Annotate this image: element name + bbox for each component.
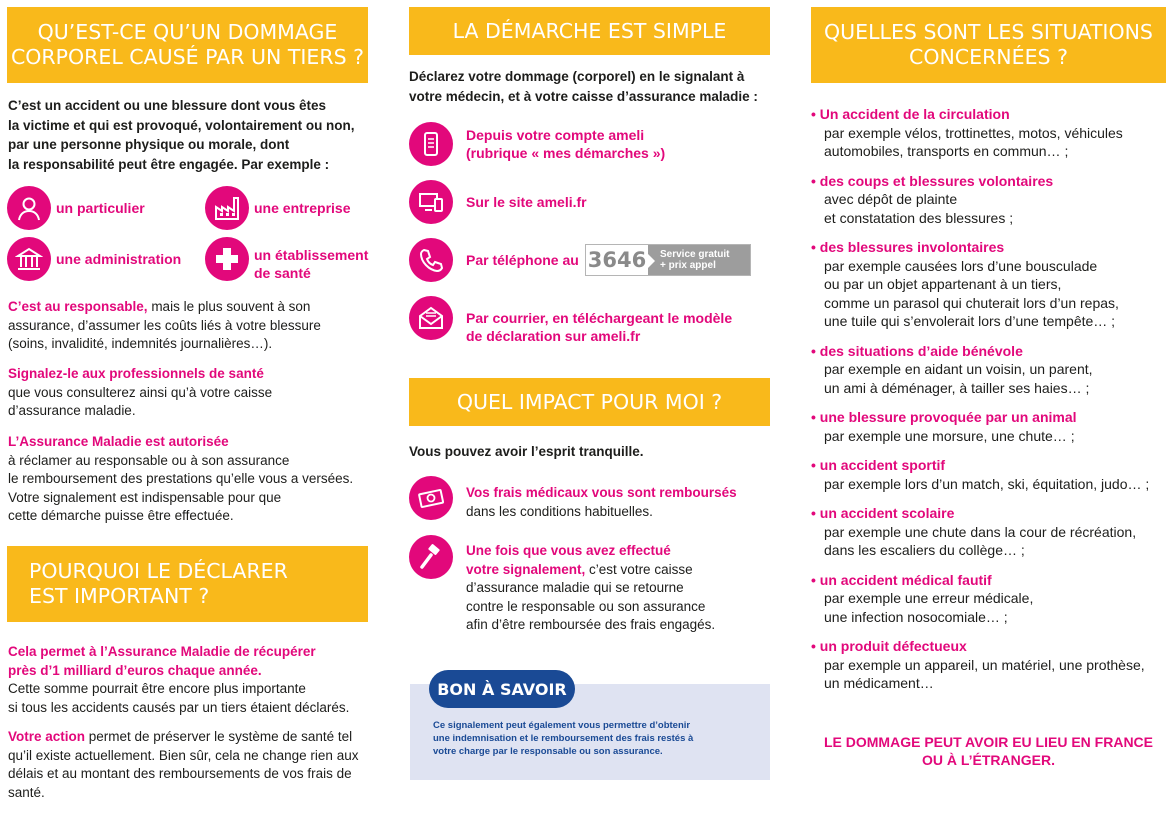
title-line: POURQUOI LE DÉCLARER xyxy=(29,559,288,584)
good-to-know-title: BON À SAVOIR xyxy=(429,670,575,708)
why-paragraph: Cela permet à l’Assurance Maladie de récupérer près d’1 milliard d’euros chaque année. Cette somme pourrait être encore plus importante si tous les accidents causés par un tiers étaient déclarés. xyxy=(8,644,350,715)
section-title-situations xyxy=(811,7,1166,83)
title-line: CORPOREL CAUSÉ PAR UN TIERS ? xyxy=(10,45,364,69)
section-title-definition xyxy=(7,7,368,83)
list-item: • Un accident de la circulation par exemple vélos, trottinettes, motos, véhicules automobiles, transports en commun… ; xyxy=(811,105,1166,161)
list-item: • des coups et blessures volontaires avec dépôt de plainte et constatation des blessures ; xyxy=(811,172,1166,228)
list-item: • un produit défectueux par exemple un appareil, un matériel, une prothèse, un médicament… xyxy=(811,637,1166,693)
list-item: • une blessure provoquée par un animal par exemple une morsure, une chute… ; xyxy=(811,408,1166,445)
building-icon xyxy=(7,237,51,281)
devices-icon xyxy=(409,180,453,224)
phone-pricing-label: Service gratuit + prix appel xyxy=(648,245,750,275)
definition-intro: C’est un accident ou une blessure dont vous êtes la victime et qui est provoqué, volontairement ou non, par une personne physique ou morale, dont la responsabilité peut être engagée. Par exemple : xyxy=(8,98,355,172)
signal-paragraph: Signalez-le aux professionnels de santé que vous consulterez ainsi qu’à votre caisse d’assurance maladie. xyxy=(8,366,273,418)
method-ameli-account: Depuis votre compte ameli (rubrique « mes démarches ») xyxy=(466,127,666,161)
example-label-particulier: un particulier xyxy=(56,200,145,216)
envelope-icon xyxy=(409,296,453,340)
authorized-paragraph: L’Assurance Maladie est autorisée à réclamer au responsable ou à son assurance le remboursement des prestations qu’elle vous a versées. Votre signalement est indispensable pour que cette démarche puisse être effectuée. xyxy=(8,434,354,523)
example-label-administration: une administration xyxy=(56,251,182,267)
example-label-etablissement: un établissement de santé xyxy=(254,247,369,281)
method-phone: Par téléphone au xyxy=(466,252,579,268)
impact-intro: Vous pouvez avoir l’esprit tranquille. xyxy=(409,444,644,459)
list-item: • des situations d’aide bénévole par exemple en aidant un voisin, un parent, un ami à déménager, à tailler ses haies… ; xyxy=(811,342,1166,398)
person-icon xyxy=(7,186,51,230)
procedure-intro: Déclarez votre dommage (corporel) en le signalant à votre médecin, et à votre caisse d’assurance maladie : xyxy=(409,69,758,104)
title-line: QUELLES SONT LES SITUATIONS xyxy=(824,20,1153,45)
method-mail: Par courrier, en téléchargeant le modèle de déclaration sur ameli.fr xyxy=(466,310,733,344)
smartphone-icon xyxy=(409,122,453,166)
responsible-paragraph: C’est au responsable, mais le plus souvent à son assurance, d’assumer les coûts liés à votre blessure (soins, invalidité, indemnités journalières…). xyxy=(8,299,321,351)
impact-recourse: Une fois que vous avez effectué votre signalement, c’est votre caisse d’assurance maladie qui se retourne contre le responsable ou son assurance afin d’être remboursée des frais engagés. xyxy=(466,543,716,632)
good-to-know-text: Ce signalement peut également vous permettre d’obtenir une indemnisation et le remboursement des frais restés à votre charge par le responsable ou son assurance. xyxy=(433,720,694,757)
section-title-procedure: LA DÉMARCHE EST SIMPLE xyxy=(409,7,770,55)
factory-icon xyxy=(205,186,249,230)
method-website: Sur le site ameli.fr xyxy=(466,194,587,210)
phone-number[interactable]: 3646 xyxy=(586,245,648,275)
money-icon xyxy=(409,476,453,520)
section-title-impact: QUEL IMPACT POUR MOI ? xyxy=(409,378,770,426)
title-line: CONCERNÉES ? xyxy=(909,45,1068,69)
medical-cross-icon xyxy=(205,237,249,281)
action-paragraph: Votre action permet de préserver le système de santé tel qu’il existe actuellement. Bien sûr, cela ne change rien aux délais et au montant des remboursements de vos frais de santé. xyxy=(8,729,359,800)
list-item: • des blessures involontaires par exemple causées lors d’une bousculade ou par un objet appartenant à un tiers, comme un parasol qui chuterait lors d’un repas, une tuile qui s’envolerait lors d’une tempête… ; xyxy=(811,238,1166,331)
phone-number-box[interactable] xyxy=(585,244,751,276)
situations-list xyxy=(811,105,1166,704)
impact-reimbursed: Vos frais médicaux vous sont remboursés dans les conditions habituelles. xyxy=(466,485,737,519)
list-item: • un accident médical fautif par exemple une erreur médicale, une infection nosocomiale… ; xyxy=(811,571,1166,627)
title-line: QU’EST-CE QU’UN DOMMAGE xyxy=(37,20,338,45)
list-item: • un accident scolaire par exemple une chute dans la cour de récréation, dans les escaliers du collège… ; xyxy=(811,504,1166,560)
gavel-icon xyxy=(409,535,453,579)
example-label-entreprise: une entreprise xyxy=(254,200,351,216)
list-item: • un accident sportif par exemple lors d’un match, ski, équitation, judo… ; xyxy=(811,456,1166,493)
location-note: LE DOMMAGE PEUT AVOIR EU LIEU EN FRANCE OU À L’ÉTRANGER. xyxy=(823,734,1153,768)
phone-icon xyxy=(409,238,453,282)
section-title-why xyxy=(7,546,368,622)
title-line: EST IMPORTANT ? xyxy=(29,584,210,608)
